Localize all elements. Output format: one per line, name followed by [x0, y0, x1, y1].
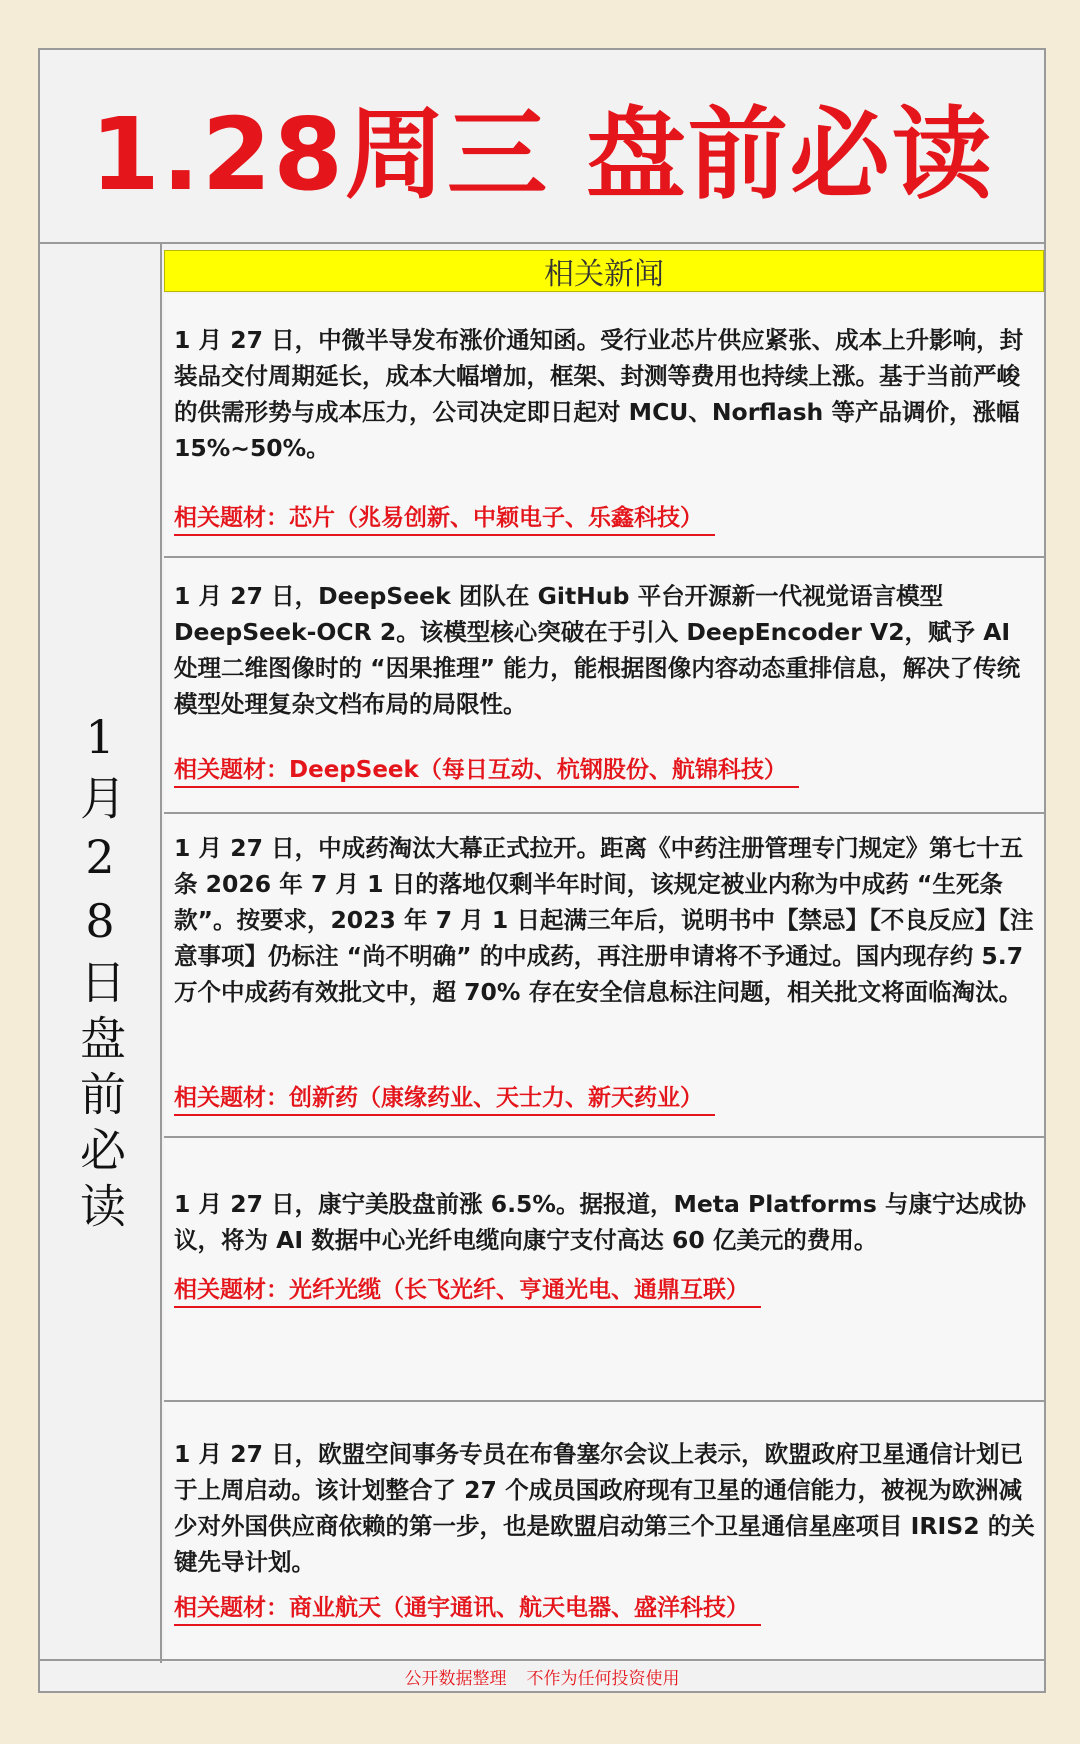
news-body: 1 月 27 日，中微半导发布涨价通知函。受行业芯片供应紧张、成本上升影响，封装品交付周期延长，成本大幅增加，框架、封测等费用也持续上涨。基于当前严峻的供需形势与成本压力，公司决定即日起对 MCU、Norflash 等产品调价，涨幅 15%~50%。: [174, 326, 1024, 462]
news-theme: 相关题材：DeepSeek（每日互动、杭钢股份、航锦科技）: [174, 754, 799, 788]
news-body: 1 月 27 日，中成药淘汰大幕正式拉开。距离《中药注册管理专门规定》第七十五条 2026 年 7 月 1 日的落地仅剩半年时间，该规定被业内称为中成药 “生死条款”。按要求，2023 年 7 月 1 日起满三年后，说明书中【禁忌】【不良反应】【注意事项】仍标注 “尚不明确” 的中成药，再注册申请将不予通过。国内现存约 5.7 万个中成药有效批文中，超 70% 存在安全信息标注问题，相关批文将面临淘汰。: [174, 834, 1034, 1006]
footer-right: 不作为任何投资使用: [526, 1668, 680, 1689]
news-theme: 相关题材：创新药（康缘药业、天士力、新天药业）: [174, 1082, 715, 1116]
section-header: 相关新闻: [164, 250, 1044, 292]
page-title: 1.28周三 盘前必读: [40, 50, 1044, 244]
news-theme: 相关题材：芯片（兆易创新、中颖电子、乐鑫科技）: [174, 502, 715, 536]
news-item: [164, 558, 1044, 814]
news-theme: 相关题材：商业航天（通宇通讯、航天电器、盛洋科技）: [174, 1592, 761, 1626]
news-body: 1 月 27 日，欧盟空间事务专员在布鲁塞尔会议上表示，欧盟政府卫星通信计划已于上周启动。该计划整合了 27 个成员国政府现有卫星的通信能力，被视为欧洲减少对外国供应商依赖的第一步，也是欧盟启动第三个卫星通信星座项目 IRIS2 的关键先导计划。: [174, 1440, 1035, 1576]
news-item: [164, 1402, 1044, 1662]
news-item: [164, 814, 1044, 1138]
news-body: 1 月 27 日，康宁美股盘前涨 6.5%。据报道，Meta Platforms 与康宁达成协议，将为 AI 数据中心光纤电缆向康宁支付高达 60 亿美元的费用。: [174, 1190, 1027, 1254]
news-item: [164, 294, 1044, 558]
news-body: 1 月 27 日，DeepSeek 团队在 GitHub 平台开源新一代视觉语言模型 DeepSeek-OCR 2。该模型核心突破在于引入 DeepEncoder V2，赋予 AI 处理二维图像时的 “因果推理” 能力，能根据图像内容动态重排信息，解决了传统模型处理复杂文档布局的局限性。: [174, 582, 1021, 718]
side-column: [40, 244, 162, 1663]
pre-market-card: [38, 48, 1046, 1693]
footer-disclaimer: [40, 1659, 1044, 1691]
news-theme: 相关题材：光纤光缆（长飞光纤、亨通光电、通鼎互联）: [174, 1274, 761, 1308]
footer-left: 公开数据整理: [404, 1668, 507, 1689]
side-label: 1月28日盘前必读: [73, 709, 127, 1238]
news-item: [164, 1138, 1044, 1402]
